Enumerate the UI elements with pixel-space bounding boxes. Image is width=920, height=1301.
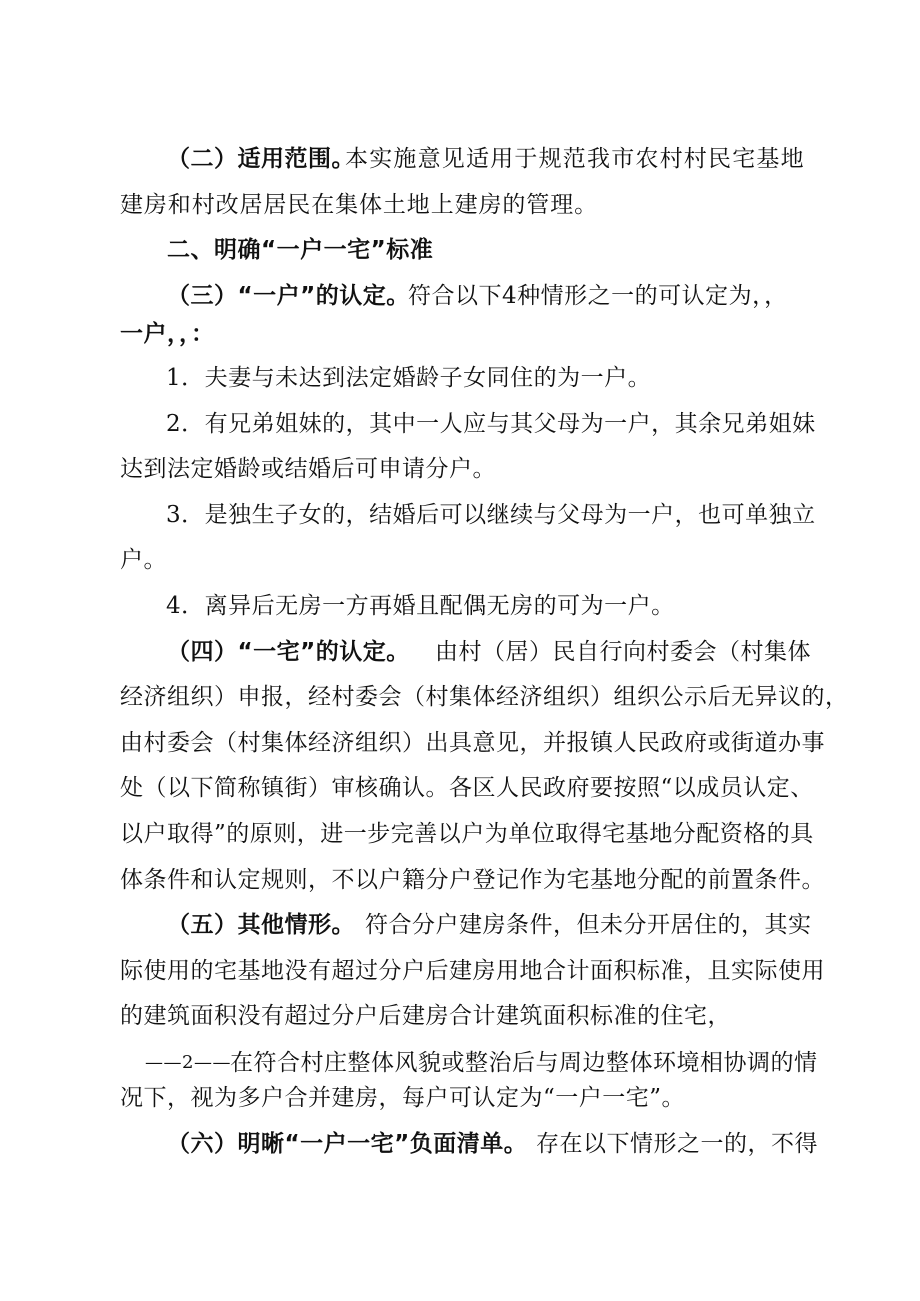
page-number: ——2——: [145, 1052, 231, 1073]
list-item-3-text-2: 户。: [120, 547, 167, 573]
text-household-1: 符合以下4种情形之一的可认定为，，: [408, 283, 788, 309]
text-residence-4: 处（以下简称镇街）审核确认。各区人民政府要按照“以成员认定、: [120, 775, 814, 801]
text-other-3: 的建筑面积没有超过分户后建房合计建筑面积标准的住宅，: [120, 1003, 731, 1029]
heading-negative-list: （六）明晰“一户一宅”负面清单。: [167, 1131, 528, 1157]
section-title: 二、明确“一户一宅”标准: [167, 237, 434, 263]
text-residence-6: 体条件和认定规则，不以户籍分户登记作为宅基地分配的前置条件。: [120, 867, 825, 893]
text-negative-list-1: 存在以下情形之一的，不得: [536, 1131, 818, 1157]
list-item-2-text-2: 达到法定婚龄或结婚后可申请分户。: [120, 456, 496, 482]
text-other-2: 际使用的宅基地没有超过分户后建房用地合计面积标准，且实际使用: [120, 958, 825, 984]
list-item-3-text-1: 3．是独生子女的，结婚后可以继续与父母为一户，也可单独立: [166, 502, 816, 528]
heading-household: （三）“一户”的认定。: [167, 283, 410, 309]
text-scope-2: 建房和村改居居民在集体土地上建房的管理。: [120, 192, 598, 218]
heading-scope: （二）适用范围。: [167, 146, 355, 172]
text-residence-3: 由村委会（村集体经济组织）出具意见，并报镇人民政府或街道办事: [120, 730, 825, 756]
text-scope-1: 本实施意见适用于规范我市农村村民宅基地: [345, 146, 805, 172]
text-residence-5: 以户取得”的原则，进一步完善以户为单位取得宅基地分配资格的具: [120, 821, 814, 847]
text-residence-2: 经济组织）申报，经村委会（村集体经济组织）组织公示后无异议的，: [120, 684, 849, 710]
text-other-1: 符合分户建房条件，但未分开居住的，其实: [365, 912, 812, 938]
heading-residence: （四）“一宅”的认定。: [167, 639, 410, 665]
list-item-1-text: 1．夫妻与未达到法定婚龄子女同住的为一户。: [166, 365, 652, 391]
text-other-5: 况下，视为多户合并建房，每户可认定为“一户一宅”。: [120, 1085, 686, 1111]
heading-other: （五）其他情形。: [167, 912, 355, 938]
text-residence-1: 由村（居）民自行向村委会（村集体: [435, 639, 811, 665]
list-item-2-text-1: 2．有兄弟姐妹的，其中一人应与其父母为一户，其余兄弟姐妹: [166, 411, 816, 437]
text-other-4: 在符合村庄整体风貌或整治后与周边整体环境相协调的情: [230, 1050, 818, 1076]
text-household-2: 一户，，：: [120, 321, 215, 347]
list-item-4-text: 4．离异后无房一方再婚且配偶无房的可为一户。: [166, 593, 675, 619]
